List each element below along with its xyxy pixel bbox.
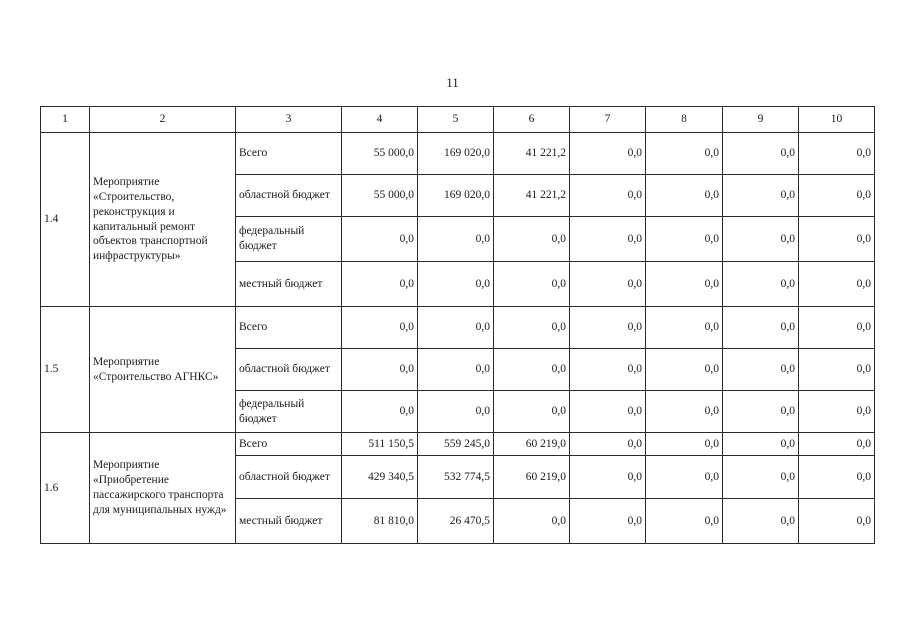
column-header-9: 9 xyxy=(723,107,799,133)
column-header-4: 4 xyxy=(342,107,418,133)
amount-cell: 0,0 xyxy=(418,391,494,433)
amount-cell: 0,0 xyxy=(799,307,875,349)
funding-source: Всего xyxy=(236,307,342,349)
budget-table xyxy=(40,106,875,544)
amount-cell: 0,0 xyxy=(342,307,418,349)
funding-source: областной бюджет xyxy=(236,175,342,217)
amount-cell: 55 000,0 xyxy=(342,133,418,175)
column-header-3: 3 xyxy=(236,107,342,133)
measure-number: 1.4 xyxy=(41,133,90,307)
amount-cell: 0,0 xyxy=(723,133,799,175)
amount-cell: 0,0 xyxy=(418,262,494,307)
amount-cell: 0,0 xyxy=(570,262,646,307)
amount-cell: 0,0 xyxy=(570,307,646,349)
amount-cell: 0,0 xyxy=(723,499,799,544)
amount-cell: 0,0 xyxy=(723,349,799,391)
amount-cell: 0,0 xyxy=(646,133,723,175)
funding-source: федеральный бюджет xyxy=(236,391,342,433)
amount-cell: 169 020,0 xyxy=(418,175,494,217)
amount-cell: 0,0 xyxy=(799,499,875,544)
amount-cell: 81 810,0 xyxy=(342,499,418,544)
amount-cell: 60 219,0 xyxy=(494,433,570,456)
amount-cell: 0,0 xyxy=(494,262,570,307)
amount-cell: 0,0 xyxy=(646,175,723,217)
amount-cell: 0,0 xyxy=(342,262,418,307)
amount-cell: 0,0 xyxy=(494,217,570,262)
amount-cell: 41 221,2 xyxy=(494,175,570,217)
funding-source: местный бюджет xyxy=(236,262,342,307)
measure-name: Мероприятие «Строительство АГНКС» xyxy=(90,307,236,433)
amount-cell: 0,0 xyxy=(723,262,799,307)
amount-cell: 0,0 xyxy=(570,391,646,433)
amount-cell: 559 245,0 xyxy=(418,433,494,456)
amount-cell: 0,0 xyxy=(646,499,723,544)
amount-cell: 0,0 xyxy=(342,391,418,433)
column-header-1: 1 xyxy=(41,107,90,133)
amount-cell: 0,0 xyxy=(494,499,570,544)
amount-cell: 0,0 xyxy=(723,217,799,262)
table-row xyxy=(41,307,875,349)
amount-cell: 0,0 xyxy=(723,456,799,499)
amount-cell: 0,0 xyxy=(799,349,875,391)
amount-cell: 0,0 xyxy=(342,217,418,262)
amount-cell: 0,0 xyxy=(570,217,646,262)
amount-cell: 0,0 xyxy=(799,456,875,499)
amount-cell: 0,0 xyxy=(570,133,646,175)
amount-cell: 0,0 xyxy=(418,217,494,262)
measure-number: 1.6 xyxy=(41,433,90,544)
measure-name: Мероприятие «Приобретение пассажирского транспорта для муниципальных нужд» xyxy=(90,433,236,544)
amount-cell: 0,0 xyxy=(570,433,646,456)
amount-cell: 0,0 xyxy=(494,349,570,391)
amount-cell: 0,0 xyxy=(646,456,723,499)
measure-number: 1.5 xyxy=(41,307,90,433)
amount-cell: 0,0 xyxy=(570,175,646,217)
column-header-7: 7 xyxy=(570,107,646,133)
measure-name: Мероприятие «Строительство, реконструкция и капитальный ремонт объектов транспортной инфраструктуры» xyxy=(90,133,236,307)
amount-cell: 0,0 xyxy=(799,217,875,262)
amount-cell: 0,0 xyxy=(646,217,723,262)
amount-cell: 0,0 xyxy=(342,349,418,391)
amount-cell: 0,0 xyxy=(723,391,799,433)
amount-cell: 0,0 xyxy=(723,175,799,217)
amount-cell: 60 219,0 xyxy=(494,456,570,499)
amount-cell: 0,0 xyxy=(570,499,646,544)
amount-cell: 0,0 xyxy=(799,175,875,217)
amount-cell: 55 000,0 xyxy=(342,175,418,217)
amount-cell: 26 470,5 xyxy=(418,499,494,544)
page-number: 11 xyxy=(446,75,459,90)
amount-cell: 169 020,0 xyxy=(418,133,494,175)
amount-cell: 511 150,5 xyxy=(342,433,418,456)
funding-source: областной бюджет xyxy=(236,456,342,499)
column-header-10: 10 xyxy=(799,107,875,133)
header-row xyxy=(41,107,875,133)
funding-source: федеральный бюджет xyxy=(236,217,342,262)
column-header-6: 6 xyxy=(494,107,570,133)
column-header-8: 8 xyxy=(646,107,723,133)
amount-cell: 0,0 xyxy=(723,433,799,456)
amount-cell: 0,0 xyxy=(646,391,723,433)
table-body xyxy=(41,133,875,544)
amount-cell: 0,0 xyxy=(799,391,875,433)
amount-cell: 0,0 xyxy=(646,262,723,307)
amount-cell: 0,0 xyxy=(799,262,875,307)
amount-cell: 0,0 xyxy=(723,307,799,349)
column-header-2: 2 xyxy=(90,107,236,133)
amount-cell: 0,0 xyxy=(570,349,646,391)
amount-cell: 0,0 xyxy=(646,433,723,456)
amount-cell: 0,0 xyxy=(494,307,570,349)
amount-cell: 41 221,2 xyxy=(494,133,570,175)
amount-cell: 532 774,5 xyxy=(418,456,494,499)
amount-cell: 0,0 xyxy=(570,456,646,499)
amount-cell: 0,0 xyxy=(494,391,570,433)
amount-cell: 0,0 xyxy=(646,349,723,391)
amount-cell: 0,0 xyxy=(799,433,875,456)
table-row xyxy=(41,433,875,456)
amount-cell: 429 340,5 xyxy=(342,456,418,499)
table-row xyxy=(41,133,875,175)
funding-source: областной бюджет xyxy=(236,349,342,391)
funding-source: Всего xyxy=(236,433,342,456)
amount-cell: 0,0 xyxy=(418,307,494,349)
funding-source: Всего xyxy=(236,133,342,175)
funding-source: местный бюджет xyxy=(236,499,342,544)
column-header-5: 5 xyxy=(418,107,494,133)
amount-cell: 0,0 xyxy=(799,133,875,175)
amount-cell: 0,0 xyxy=(646,307,723,349)
amount-cell: 0,0 xyxy=(418,349,494,391)
